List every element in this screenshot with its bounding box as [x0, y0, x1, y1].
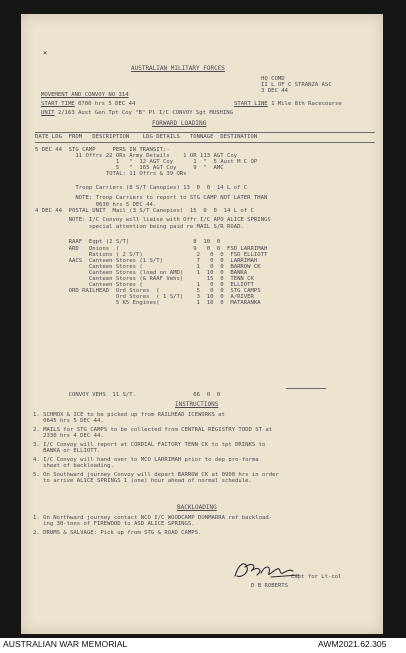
hq-line-2: II L OF C STRANZA ASC — [261, 82, 332, 88]
line-row: 5 DEC 44 STG CAMP PERS IN TRANSIT:- — [35, 147, 170, 153]
line-row: 5 K5 Engines( 1 10 0 MATARANKA — [35, 300, 261, 306]
forward-loading-heading: FORWARD LOADING — [152, 120, 207, 127]
signatory-rank: Capt for Lt-col — [291, 574, 342, 580]
unit-line — [41, 110, 233, 116]
start-line-label: START LINE — [234, 101, 268, 107]
page-title: AUSTRALIAN MILITARY FORCES — [131, 65, 225, 72]
line-row: 0630 hrs 5 DEC 44. — [35, 202, 157, 208]
line-row: Rations ( 2 S/T) 2 0 0 FSD ELLIOTT — [35, 252, 268, 258]
line-row: 11 Offrs 22 ORs Army Details 1 OR 113 AGT Coy — [35, 153, 238, 159]
archive-credit: AUSTRALIAN WAR MEMORIAL — [3, 639, 128, 649]
start-time-line — [41, 101, 135, 107]
line-row: Canteen Stores ( 1 0 0 ELLIOTT — [35, 282, 254, 288]
instruction-line: to arrive ALICE SPRINGS 1 (one) hour ahead of normal schedule. — [33, 478, 252, 484]
instruction-line: sheet of backloading. — [33, 463, 114, 469]
line-row: ARD Onions ( 9 0 0 FSD LARRIMAH — [35, 246, 268, 252]
unit-value: 2/163 Aust Gen Tpt Coy "B" Pl I/C CONVOY Sgt MUSHING — [57, 110, 233, 116]
line-row: 4 DEC 44 POSTAL UNIT Mail (3 S/T Canopies) 15 0 0 14 L of C — [35, 208, 254, 214]
line-row: Canteen Stores ( 1 0 0 BARROW CK — [35, 264, 261, 270]
table-rule-bottom — [35, 142, 375, 143]
start-time-label: START TIME — [41, 101, 75, 107]
start-line-line — [234, 101, 342, 107]
instruction-line: 4. I/C Convoy will hand over to MCO LARRIMAH prior to dep pro-forma — [33, 457, 259, 463]
backloading-line: 1. On Northward journey contact NCO I/C WOODCAMP DUNMARRA ref backload- — [33, 515, 273, 521]
instruction-line: 5. On Southward journey Convoy will depart BARROW CK at 0900 hrs in order — [33, 472, 279, 478]
line-row: Canteen Stores (& RAAF Vehs) 15 0 TENN CK — [35, 276, 254, 282]
line-row: special attention being paid re MAIL S/R ROAD. — [35, 224, 244, 230]
hq-line-3: 3 DEC 44 — [261, 88, 288, 94]
line-row: NOTE: Troop Carriers to report to STG CAMP NOT LATER THAN — [35, 195, 268, 201]
start-time-value: 0700 hrs 5 DEC 44 — [78, 101, 136, 107]
instruction-line: BANKA or ELLIOTT. — [33, 448, 101, 454]
line-row: CONVOY VEHS 11 S/T. 66 0 0 — [35, 392, 221, 398]
line-row: Troop Carriers (8 S/T Canopies) 13 0 0 14 L of C — [35, 185, 248, 191]
line-row: NOTE: I/C Convoy will liaise with Offr I/C APO ALICE SPRINGS — [35, 217, 271, 223]
line-row: Canteen Stores (load on AMD) 1 10 0 BANKA — [35, 270, 248, 276]
backloading-line: ing 30-tons of FIREWOOD to ASD ALICE SPRINGS. — [33, 521, 195, 527]
movement-heading — [41, 92, 132, 98]
line-row: 1 " 12 AGT Coy 1 " 5 Aust M C OP — [35, 159, 258, 165]
instruction-line: 1. SCHMOX & ICE to be picked up from RAILHEAD ICEWORKS at — [33, 412, 225, 418]
document-page — [21, 14, 383, 634]
instruction-line: 2330 hrs 4 DEC 44. — [33, 433, 104, 439]
movement-label: MOVEMENT AND CONVOY NO 314 — [41, 92, 129, 98]
line-row: TOTAL: 11 Offrs & 39 ORs — [35, 171, 187, 177]
backloading-line: 2. DRUMS & SALVAGE: Pick up from STG & ROAD CAMPS. — [33, 530, 202, 536]
archive-accession: AWM2021.62.305 — [318, 639, 387, 649]
line-row: RAAF Eqpt (2 S/T) 8 10 0 — [35, 239, 221, 245]
start-line-value: 1 Mile 8th Racecourse — [271, 101, 342, 107]
hq-line-1: HQ COMD — [261, 76, 285, 82]
unit-label: UNIT — [41, 110, 55, 116]
table-rule-top — [35, 132, 375, 133]
line-row: AACS Canteen Stores (1 S/T) 7 0 0 LARRIMAH — [35, 258, 258, 264]
table-header: DATE LDG FROM DESCRIPTION LDG DETAILS TONNAGE DESTINATION — [35, 134, 258, 140]
instruction-line: 0645 hrs 5 DEC 44. — [33, 418, 104, 424]
instructions-heading: INSTRUCTIONS — [175, 401, 219, 408]
margin-mark: × — [43, 49, 48, 57]
signatory-name: D B ROBERTS — [251, 583, 289, 589]
line-row: ORD RAILHEAD Ord Stores ( 5 0 0 STG CAMPS — [35, 288, 261, 294]
instruction-line: 3. I/C Convoy will report at CORDIAL FACTORY TENN CK to tpt DRINKS to — [33, 442, 266, 448]
backloading-heading: BACKLOADING — [177, 504, 217, 511]
instruction-line: 2. MAILS for STG CAMPS to be collected from CENTRAL REGISTRY TODD ST at — [33, 427, 273, 433]
total-rule — [286, 388, 326, 389]
line-row: 5 " 165 AGT Coy 9 " AMC — [35, 165, 224, 171]
line-row: Ord Stores ( 1 S/T) 3 10 0 A/RIVER — [35, 294, 254, 300]
